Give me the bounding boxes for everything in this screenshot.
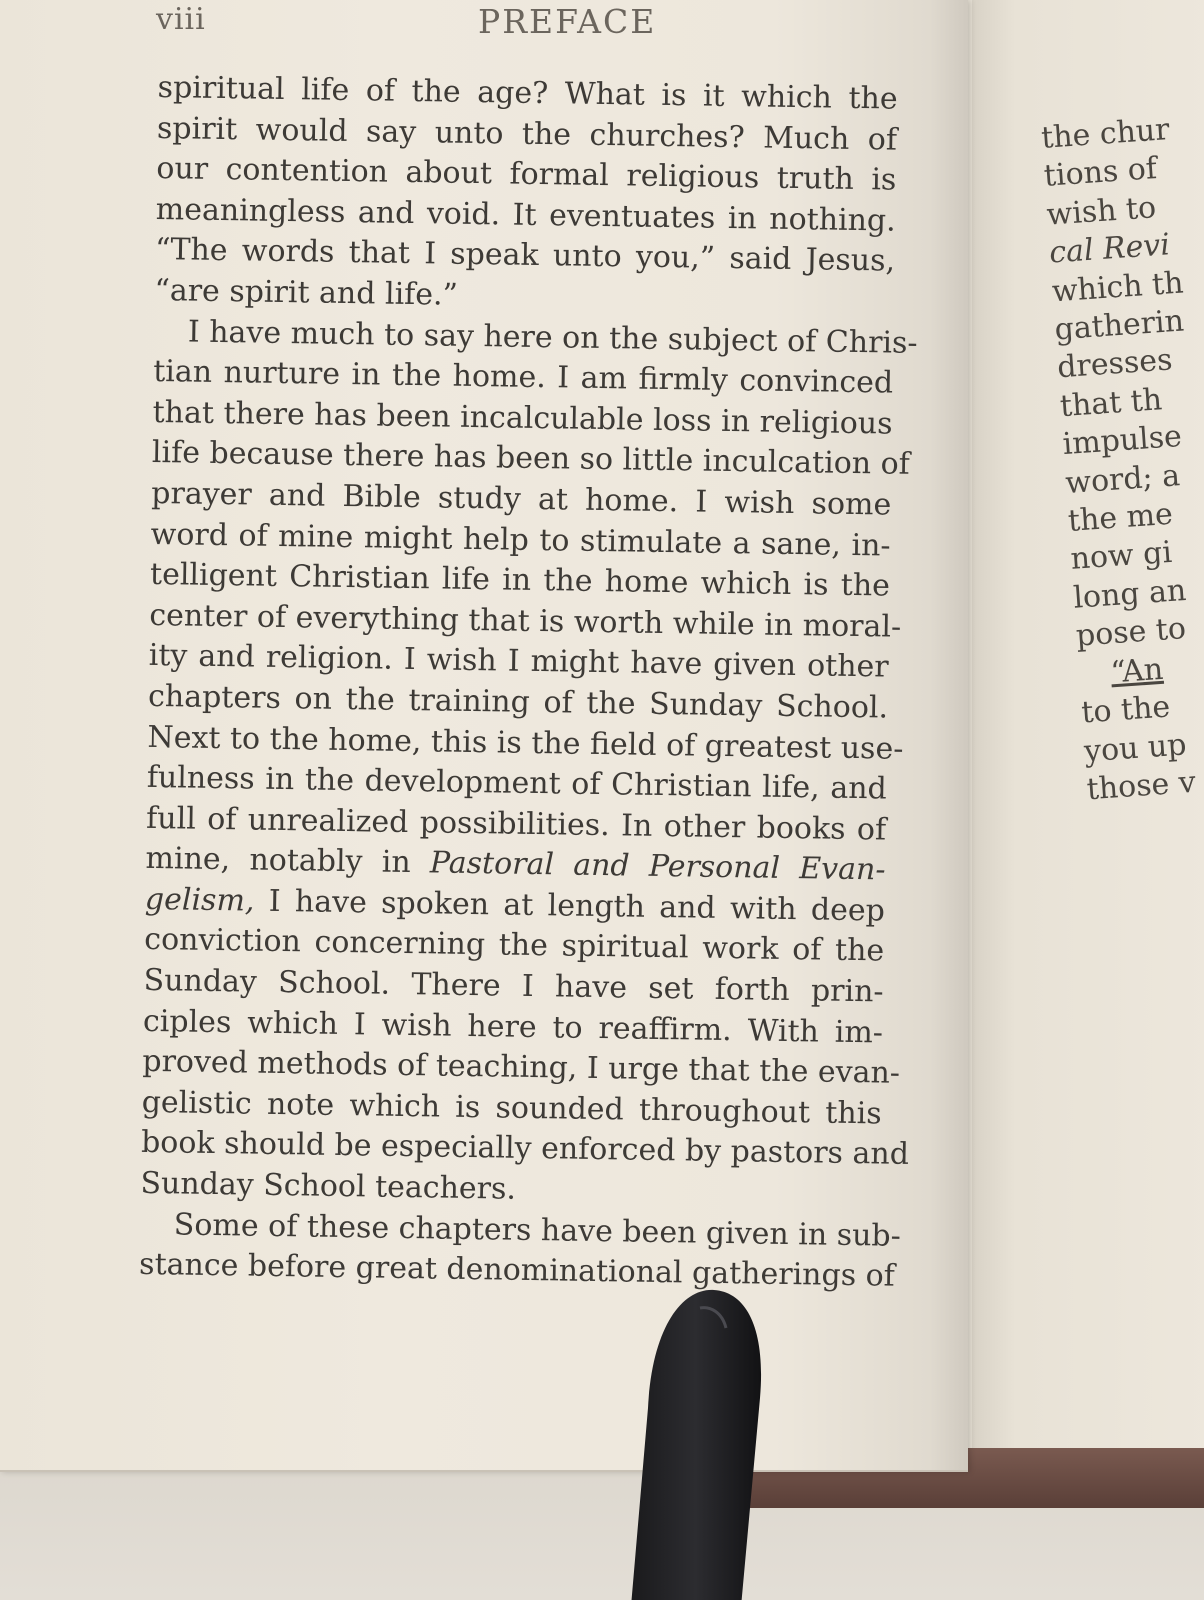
right-line: the chur bbox=[1040, 112, 1171, 156]
body-text bbox=[139, 68, 918, 1298]
text-line: stance before great denominational gatherings of bbox=[138, 1247, 896, 1294]
right-line: pose to bbox=[1074, 611, 1188, 654]
text-line: book should be especially enforced by pastors and bbox=[140, 1125, 910, 1173]
right-line: the me bbox=[1066, 496, 1174, 540]
text-line: spiritual life of the age? What is it which the bbox=[157, 69, 898, 117]
text-line: gelistic note which is sounded throughout this bbox=[141, 1084, 882, 1132]
right-line: now gi bbox=[1069, 535, 1174, 578]
text-fragment: I have spoken at length and with deep bbox=[254, 883, 886, 929]
right-line: long an bbox=[1072, 572, 1188, 616]
right-line: to the bbox=[1080, 689, 1172, 731]
text-line: full of unrealized possibilities. In other books of bbox=[145, 800, 887, 848]
book-title-italic: gelism, bbox=[144, 881, 255, 919]
right-page bbox=[972, 0, 1204, 1500]
right-line: which th bbox=[1050, 265, 1185, 310]
right-line: “An bbox=[1109, 651, 1165, 691]
right-line: word; a bbox=[1064, 457, 1182, 501]
text-line: Sunday School teachers. bbox=[140, 1165, 517, 1207]
text-fragment: mine, notably in bbox=[145, 841, 431, 881]
right-page-text bbox=[1040, 98, 1204, 810]
text-line: meaningless and void. It eventuates in nothing. bbox=[155, 191, 896, 239]
right-line: dresses bbox=[1056, 342, 1174, 386]
right-line: that th bbox=[1058, 382, 1164, 425]
text-line: center of everything that is worth while in moral- bbox=[149, 597, 902, 645]
right-line: impulse bbox=[1061, 419, 1183, 463]
text-line: prayer and Bible study at home. I wish some bbox=[151, 475, 892, 523]
text-line: I have much to say here on the subject of Chris- bbox=[187, 314, 918, 361]
right-line: tions of bbox=[1042, 151, 1159, 195]
right-line: wish to bbox=[1045, 189, 1158, 233]
right-line: you up bbox=[1082, 726, 1188, 769]
book-title-italic: Pastoral and Personal Evan- bbox=[429, 845, 886, 888]
page-header bbox=[0, 0, 968, 46]
text-line: telligent Christian life in the home which is the bbox=[149, 557, 891, 604]
text-line: Some of these chapters have been given in sub- bbox=[173, 1207, 902, 1254]
text-line: “are spirit and life.” bbox=[154, 272, 459, 313]
right-line: cal Revi bbox=[1048, 227, 1171, 271]
text-line: Next to the home, this is the field of greatest use- bbox=[147, 719, 904, 767]
text-line: ciples which I wish here to reaffirm. With im- bbox=[142, 1003, 884, 1051]
text-line: our contention about formal religious truth is bbox=[156, 151, 897, 198]
right-line: gatherin bbox=[1053, 303, 1186, 348]
text-line: Sunday School. There I have set forth prin- bbox=[143, 962, 884, 1010]
right-line: those v bbox=[1085, 764, 1197, 808]
text-line: proved methods of teaching, I urge that the evan- bbox=[142, 1044, 901, 1092]
text-line: tian nurture in the home. I am firmly convinced bbox=[152, 354, 894, 401]
book-stand-arm bbox=[590, 1288, 780, 1600]
text-line: life because there has been so little inculcation of bbox=[151, 435, 911, 483]
text-line: fulness in the development of Christian life, and bbox=[146, 760, 888, 807]
page-number: viii bbox=[156, 2, 206, 37]
text-line: “The words that I speak unto you,” said Jesus, bbox=[154, 232, 896, 279]
text-line: spirit would say unto the churches? Much of bbox=[156, 110, 898, 158]
text-line: conviction concerning the spiritual work of the bbox=[144, 922, 885, 969]
text-line: word of mine might help to stimulate a sane, in- bbox=[150, 516, 891, 564]
text-line: chapters on the training of the Sunday School. bbox=[147, 678, 889, 726]
text-line: that there has been incalculable loss in religious bbox=[152, 394, 893, 442]
running-head: PREFACE bbox=[478, 2, 657, 41]
text-line: ity and religion. I wish I might have given other bbox=[148, 638, 889, 685]
